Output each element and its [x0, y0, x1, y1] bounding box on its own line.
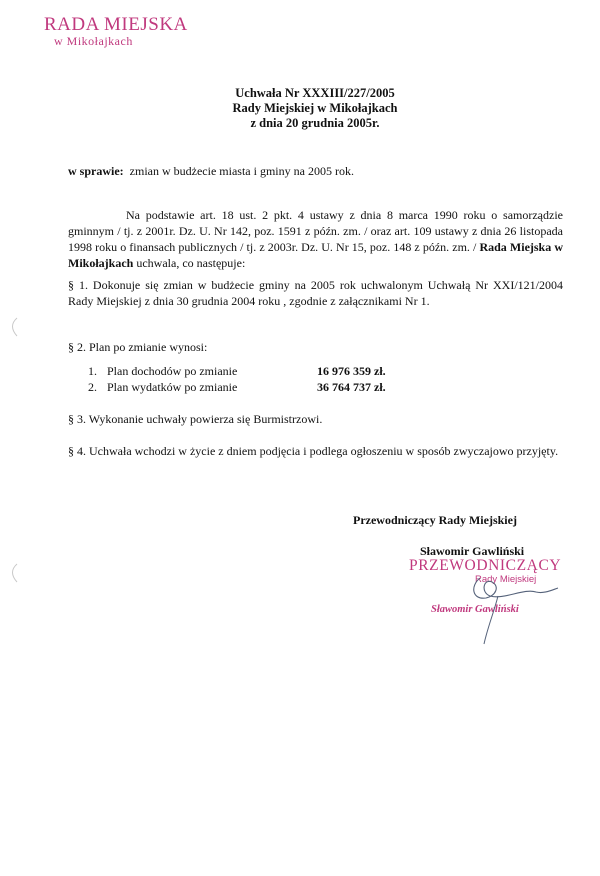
council-stamp-line1: RADA MIEJSKA	[44, 14, 188, 35]
section-2-intro: § 2. Plan po zmianie wynosi:	[68, 340, 208, 354]
subject-text: zmian w budżecie miasta i gminy na 2005 rok.	[129, 164, 354, 178]
subject-line	[68, 163, 354, 179]
signature-stroke-tail	[484, 596, 498, 644]
resolution-date: z dnia 20 grudnia 2005r.	[250, 116, 380, 130]
plan-item-number: 2.	[88, 380, 97, 394]
resolution-title	[0, 86, 600, 131]
council-stamp	[44, 14, 214, 49]
resolution-number: Uchwała Nr XXXIII/227/2005	[235, 86, 395, 100]
chairman-stamp-title: PRZEWODNICZĄCY	[409, 557, 562, 574]
council-stamp-line2: w Mikołajkach	[54, 34, 133, 48]
legal-basis-text: Na podstawie art. 18 ust. 2 pkt. 4 ustawy z dnia 8 marca 1990 roku o samorządzie gminnym / tj. z 2001r. Dz. U. Nr 142, poz. 1591 z późn. zm. / oraz art. 109 ustawy z dnia 26 listopada 1998 roku o finansach publicznych / tj. z 2003r. Dz. U. Nr 15, poz. 148 z późn. zm. /	[68, 208, 563, 254]
plan-item-label: Plan wydatków po zmianie	[107, 380, 238, 394]
subject-label: w sprawie:	[68, 164, 124, 178]
plan-item-income-amount: 16 976 359 zł.	[317, 364, 386, 378]
chairman-name: Sławomir Gawliński	[420, 544, 525, 558]
chairman-stamp-name: Sławomir Gawliński	[431, 604, 519, 615]
plan-item-label: Plan dochodów po zmianie	[107, 364, 238, 378]
resolution-council: Rady Miejskiej w Mikołajkach	[232, 101, 398, 115]
chairman-title: Przewodniczący Rady Miejskiej	[353, 513, 517, 527]
punch-hole-marks	[0, 0, 40, 876]
chairman-stamp-subtitle: Rady Miejskiej	[475, 574, 537, 585]
section-1: § 1. Dokonuje się zmian w budżecie gminy na 2005 rok uchwalonym Uchwałą Nr XXI/121/2004 Rady Miejskiej z dnia 30 grudnia 2004 roku , zgodnie z załącznikami Nr 1.	[68, 278, 563, 308]
plan-item-income	[88, 364, 237, 379]
plan-item-expenditure-amount: 36 764 737 zł.	[317, 380, 386, 394]
plan-item-number: 1.	[88, 364, 97, 378]
section-4: § 4. Uchwała wchodzi w życie z dniem podjęcia i podlega ogłoszeniu w sposób zwyczajowo przyjęty.	[68, 444, 559, 458]
legal-basis-ending: uchwala, co następuje:	[136, 256, 246, 270]
section-3: § 3. Wykonanie uchwały powierza się Burmistrzowi.	[68, 412, 323, 426]
punch-hole-mark-upper	[13, 318, 18, 336]
signature-stroke-main	[474, 578, 558, 598]
plan-item-expenditure	[88, 380, 237, 395]
legal-basis-body: Rada Miejska w Mikołajkach	[68, 240, 563, 270]
punch-hole-mark-lower	[13, 564, 18, 582]
legal-basis-paragraph	[68, 207, 563, 271]
handwritten-signature	[440, 566, 580, 646]
